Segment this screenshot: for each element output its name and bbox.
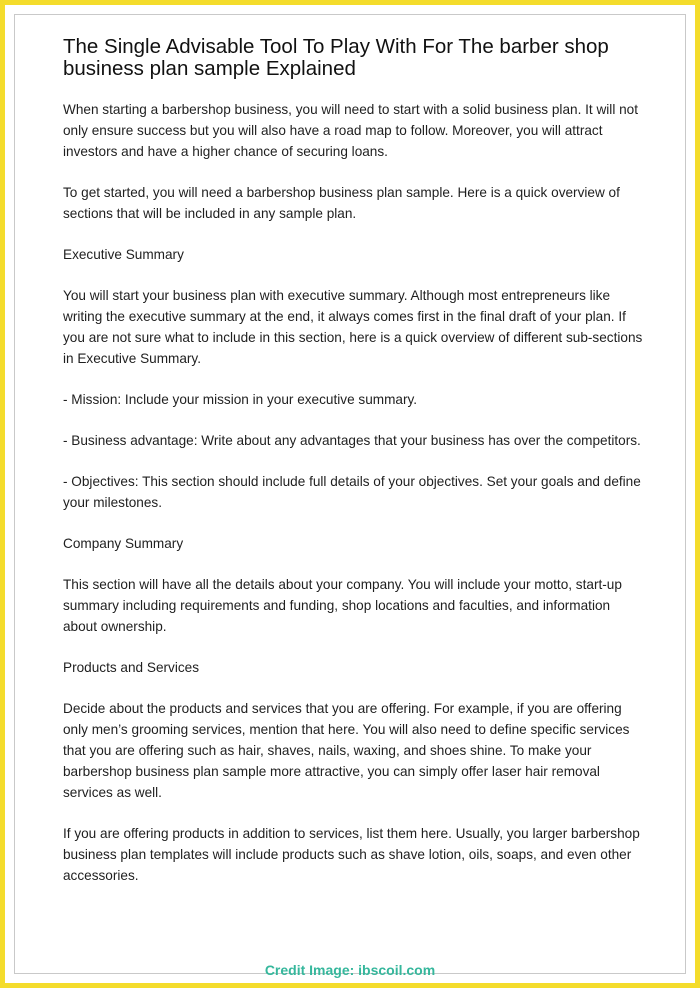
- products-list-paragraph: If you are offering products in addition to services, list them here. Usually, you larger barbershop business plan templates will include products such as shave lotion, oils, soaps, and even other accessories.: [63, 826, 640, 883]
- business-advantage-item: - Business advantage: Write about any advantages that your business has over the competitors.: [63, 433, 641, 448]
- company-summary-paragraph: This section will have all the details about your company. You will include your motto, start-up summary including requirements and funding, shop locations and faculties, and information about ownership.: [63, 577, 622, 634]
- intro-paragraph: When starting a barbershop business, you will need to start with a solid business plan. It will not only ensure success but you will also have a road map to follow. Moreover, you will attract investors and have a higher chance of securing loans.: [63, 102, 639, 159]
- products-services-heading: Products and Services: [63, 660, 200, 675]
- mission-item: - Mission: Include your mission in your executive summary.: [63, 392, 418, 407]
- overview-paragraph: To get started, you will need a barbershop business plan sample. Here is a quick overview of sections that will be included in any sample plan.: [63, 185, 620, 221]
- executive-summary-heading: Executive Summary: [63, 247, 184, 262]
- objectives-item: - Objectives: This section should include full details of your objectives. Set your goals and define your milestones.: [63, 474, 641, 510]
- executive-summary-paragraph: You will start your business plan with executive summary. Although most entrepreneurs like writing the executive summary at the end, it always comes first in the final draft of your plan. If you are not sure what to include in this section, here is a quick overview of different sub-sections in Executive Summary.: [63, 288, 643, 366]
- document-page: [63, 36, 643, 906]
- image-credit: Credit Image: ibscoil.com: [264, 962, 436, 978]
- document-title: The Single Advisable Tool To Play With For The barber shop business plan sample Explained: [63, 35, 609, 80]
- products-services-paragraph: Decide about the products and services that you are offering. For example, if you are offering only men’s grooming services, mention that here. You will also need to define specific services that you are offering such as hair, shaves, nails, waxing, and shoes shine. To make your barbershop business plan sample more attractive, you can simply offer laser hair removal services as well.: [63, 701, 630, 800]
- company-summary-heading: Company Summary: [63, 536, 184, 551]
- document-body: [63, 99, 643, 886]
